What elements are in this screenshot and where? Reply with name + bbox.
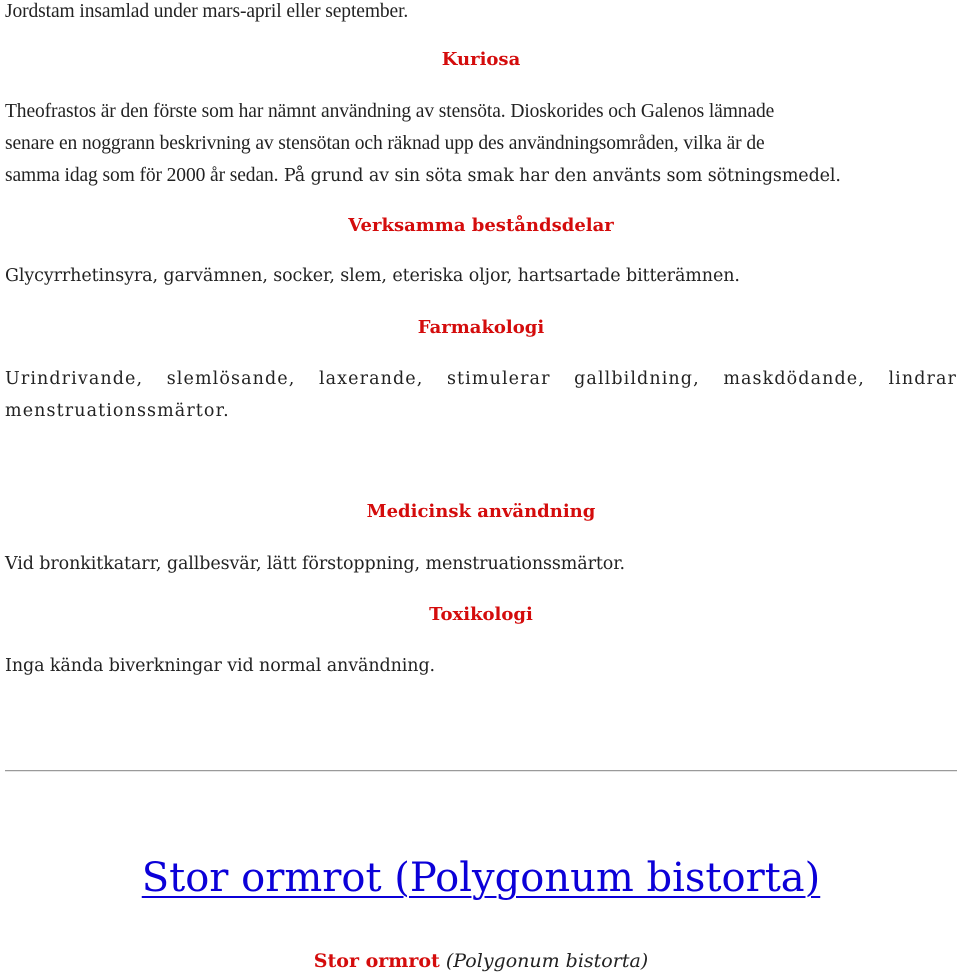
toxikologi-paragraph: Inga kända biverkningar vid normal användning. <box>5 656 436 676</box>
heading-verksamma-bestandsdelar: Verksamma beståndsdelar <box>348 215 614 236</box>
kuriosa-line-3-start: samma idag som för 2000 år sedan. <box>5 165 279 186</box>
next-plant-title-link[interactable]: Stor ormrot (Polygonum bistorta) <box>141 855 821 901</box>
next-plant-subtitle <box>5 947 957 975</box>
heading-farmakologi: Farmakologi <box>417 317 545 338</box>
kuriosa-line-1: Theofrastos är den förste som har nämnt användning av stensöta. Dioskorides och Galenos lämnade <box>5 101 775 122</box>
heading-kuriosa: Kuriosa <box>441 49 521 70</box>
farmakologi-paragraph: Urindrivande, slemlösande, laxerande, stimulerar gallbildning, maskdödande, lindrar menstruationssmärtor. <box>5 369 957 421</box>
next-plant-title <box>5 850 957 906</box>
medicinsk-paragraph: Vid bronkitkatarr, gallbesvär, lätt förstoppning, menstruationssmärtor. <box>5 554 626 574</box>
next-plant-common-name: Stor ormrot <box>313 950 440 972</box>
harvest-paragraph: Jordstam insamlad under mars-april eller september. <box>5 1 409 22</box>
kuriosa-paragraph <box>5 96 957 192</box>
heading-medicinsk-anvandning: Medicinsk användning <box>366 501 596 522</box>
next-plant-latin-name: (Polygonum bistorta) <box>445 950 649 972</box>
kuriosa-line-3 <box>5 160 957 192</box>
verksamma-paragraph: Glycyrrhetinsyra, garvämnen, socker, slem, eteriska oljor, hartsartade bitterämnen. <box>5 266 740 286</box>
heading-toxikologi: Toxikologi <box>429 604 533 625</box>
kuriosa-line-3-end: På grund av sin söta smak har den använts som sötningsmedel. <box>278 166 841 186</box>
section-divider <box>5 770 957 772</box>
kuriosa-line-2: senare en noggrann beskrivning av stensötan och räknad upp des användningsområden, vilka är de <box>5 133 765 154</box>
